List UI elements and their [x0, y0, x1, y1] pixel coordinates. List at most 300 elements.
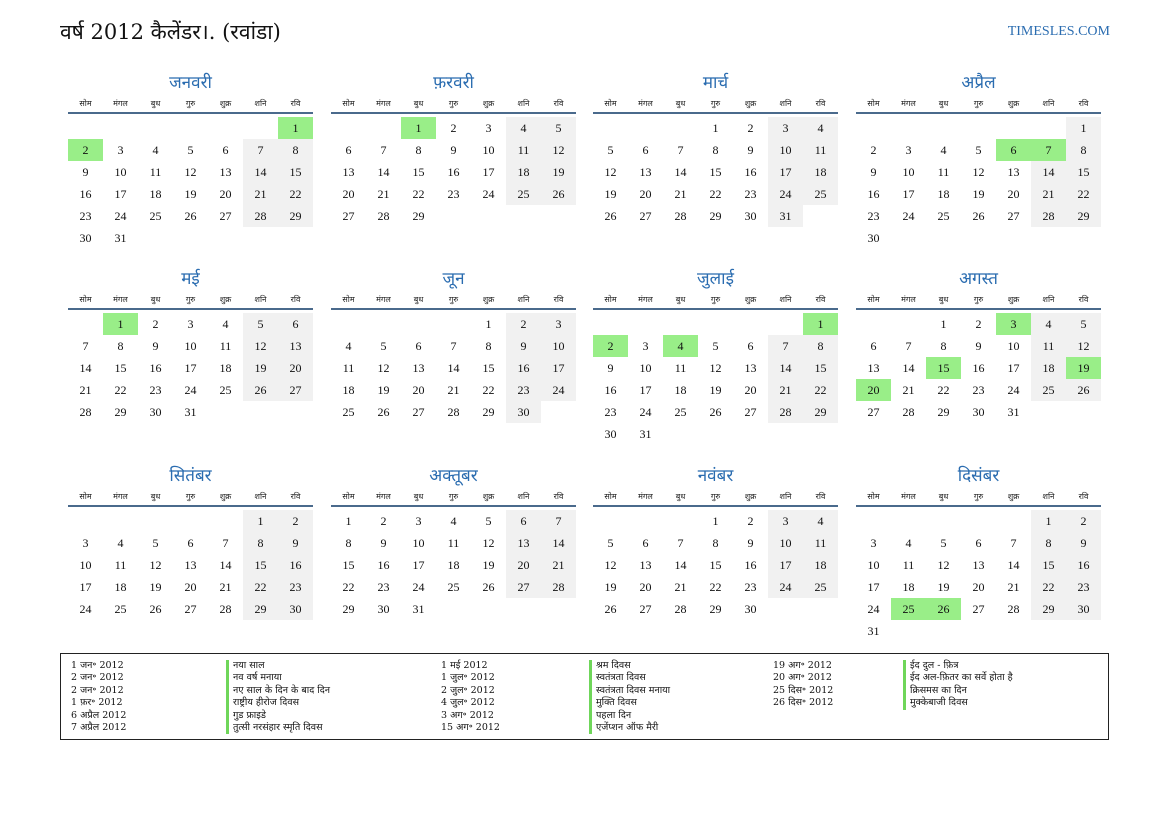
holiday-date: 2 जन॰ 2012	[71, 672, 124, 684]
weekday-label: मंगल	[376, 492, 391, 501]
day-cell: 22	[803, 379, 838, 401]
empty-cell	[856, 313, 891, 335]
holiday-date: 15 अग॰ 2012	[441, 722, 500, 733]
day-cell: 25	[114, 602, 127, 616]
day-cell: 3	[485, 121, 492, 135]
empty-cell	[173, 117, 208, 139]
day-cell: 26	[1066, 379, 1101, 401]
holiday-date: 1 जन॰ 2012	[71, 660, 124, 671]
day-cell: 21	[1031, 183, 1066, 205]
weekday-header	[331, 491, 576, 507]
weekday-label: रवि	[815, 99, 826, 108]
day-cell: 9	[450, 143, 457, 157]
day-cell: 11	[342, 361, 355, 375]
day-cell: 14	[541, 532, 576, 554]
holiday-date: 1 फ़र॰ 2012	[71, 697, 123, 709]
month-name: नवंबर	[697, 466, 734, 486]
weekday-label: मंगल	[901, 492, 916, 501]
day-cell: 20	[744, 383, 757, 397]
day-cell: 25	[937, 209, 950, 223]
empty-cell	[208, 117, 243, 139]
day-cell: 2	[975, 317, 982, 331]
weekday-label: शनि	[1042, 295, 1055, 304]
day-cell: 16	[79, 187, 92, 201]
day-cell: 22	[482, 383, 495, 397]
day-cell: 5	[380, 339, 387, 353]
month-9	[68, 465, 313, 620]
day-cell: 14	[674, 558, 687, 572]
empty-cell	[768, 313, 803, 335]
day-cell: 10	[541, 335, 576, 357]
day-cell: 20	[506, 554, 541, 576]
day-cell: 10	[482, 143, 495, 157]
day-cell: 8	[415, 143, 422, 157]
weekday-header	[593, 98, 838, 114]
month-name: सितंबर	[169, 466, 212, 486]
day-cell: 16	[867, 187, 880, 201]
day-cell: 29	[412, 209, 425, 223]
day-cell: 18	[506, 161, 541, 183]
day-cell: 18	[1031, 357, 1066, 379]
site-link[interactable]: TIMESLES.COM	[1007, 24, 1110, 39]
day-cell: 24	[639, 405, 652, 419]
day-cell: 5	[940, 536, 947, 550]
weekday-label: मंगल	[638, 99, 653, 108]
day-cell: 24	[1007, 383, 1020, 397]
day-cell: 11	[149, 165, 162, 179]
holiday-date: 1 जुल॰ 2012	[441, 672, 495, 684]
day-cell: 14	[1031, 161, 1066, 183]
day-cell: 19	[149, 580, 162, 594]
empty-cell	[628, 510, 663, 532]
day-cell: 12	[541, 139, 576, 161]
month-12	[856, 465, 1101, 642]
weekday-header	[856, 294, 1101, 310]
day-cell: 7	[450, 339, 457, 353]
weekday-label: बुध	[675, 295, 686, 304]
day-cell: 4	[117, 536, 124, 550]
day-cell: 24	[768, 576, 803, 598]
holiday-date: 19 अग॰ 2012	[773, 660, 832, 671]
day-cell: 22	[1066, 183, 1101, 205]
empty-cell	[103, 117, 138, 139]
day-cell: 23	[744, 187, 757, 201]
weekday-label: रवि	[290, 99, 301, 108]
day-cell: 19	[243, 357, 278, 379]
weekday-label: रवि	[815, 295, 826, 304]
weekday-header	[593, 294, 838, 310]
day-cell: 3	[82, 536, 89, 550]
day-cell: 2	[870, 143, 877, 157]
day-cell: 8	[803, 335, 838, 357]
day-cell: 19	[604, 580, 617, 594]
empty-cell	[366, 313, 401, 335]
weekday-label: शुक्र	[744, 99, 757, 108]
day-cell: 14	[243, 161, 278, 183]
weekday-label: गुरु	[710, 492, 721, 501]
day-cell: 5	[607, 536, 614, 550]
weekday-label: सोम	[342, 492, 355, 501]
day-cell: 28	[377, 209, 390, 223]
holiday-day-cell: 1	[103, 313, 138, 335]
day-cell: 26	[184, 209, 197, 223]
empty-cell	[243, 117, 278, 139]
day-cell: 4	[450, 514, 457, 528]
day-grid	[331, 510, 576, 620]
weekday-label: शुक्र	[219, 99, 232, 108]
day-cell: 7	[677, 536, 684, 550]
day-cell: 9	[506, 335, 541, 357]
day-cell: 28	[243, 205, 278, 227]
day-cell: 15	[803, 357, 838, 379]
day-cell: 3	[117, 143, 124, 157]
day-cell: 7	[905, 339, 912, 353]
weekday-label: रवि	[1078, 492, 1089, 501]
day-cell: 13	[342, 165, 355, 179]
day-cell: 3	[187, 317, 194, 331]
weekday-header	[68, 491, 313, 507]
empty-cell	[103, 510, 138, 532]
month-3	[593, 72, 838, 227]
day-cell: 16	[744, 558, 757, 572]
day-cell: 24	[867, 602, 880, 616]
day-cell: 20	[342, 187, 355, 201]
day-cell: 30	[604, 427, 617, 441]
empty-cell	[401, 313, 436, 335]
empty-cell	[208, 510, 243, 532]
weekday-label: बुध	[938, 295, 949, 304]
day-cell: 30	[867, 231, 880, 245]
day-cell: 17	[412, 558, 425, 572]
day-cell: 15	[709, 558, 722, 572]
day-cell: 24	[768, 183, 803, 205]
day-cell: 17	[184, 361, 197, 375]
empty-cell	[628, 117, 663, 139]
weekday-label: सोम	[867, 492, 880, 501]
day-cell: 31	[114, 231, 127, 245]
weekday-label: रवि	[1078, 99, 1089, 108]
weekday-label: शनि	[779, 295, 792, 304]
holiday-day-cell: 3	[996, 313, 1031, 335]
holiday-name: राष्ट्रीय हीरोज दिवस	[226, 697, 299, 709]
day-cell: 23	[867, 209, 880, 223]
day-cell: 1	[345, 514, 352, 528]
day-cell: 10	[79, 558, 92, 572]
month-6	[331, 268, 576, 423]
empty-cell	[663, 313, 698, 335]
day-cell: 9	[870, 165, 877, 179]
day-cell: 3	[642, 339, 649, 353]
day-cell: 25	[149, 209, 162, 223]
day-cell: 17	[768, 554, 803, 576]
weekday-label: गुरु	[185, 492, 196, 501]
day-cell: 15	[482, 361, 495, 375]
day-cell: 25	[506, 183, 541, 205]
holiday-day-cell: 2	[593, 335, 628, 357]
day-cell: 25	[803, 183, 838, 205]
day-cell: 23	[79, 209, 92, 223]
day-cell: 20	[412, 383, 425, 397]
day-cell: 1	[712, 514, 719, 528]
day-cell: 19	[604, 187, 617, 201]
empty-cell	[593, 510, 628, 532]
day-cell: 17	[639, 383, 652, 397]
empty-cell	[138, 117, 173, 139]
day-cell: 13	[184, 558, 197, 572]
day-cell: 6	[642, 536, 649, 550]
empty-cell	[1031, 117, 1066, 139]
day-cell: 18	[937, 187, 950, 201]
empty-cell	[68, 313, 103, 335]
day-cell: 18	[674, 383, 687, 397]
day-cell: 16	[278, 554, 313, 576]
day-cell: 17	[114, 187, 127, 201]
day-cell: 12	[937, 558, 950, 572]
empty-cell	[733, 313, 768, 335]
weekday-label: शुक्र	[482, 99, 495, 108]
holiday-name: मुक्केबाजी दिवस	[903, 697, 968, 709]
day-cell: 15	[1031, 554, 1066, 576]
day-cell: 18	[114, 580, 127, 594]
weekday-label: शनि	[1042, 492, 1055, 501]
holiday-name: नया साल	[226, 660, 265, 672]
holiday-day-cell: 25	[891, 598, 926, 620]
holiday-name: ईद दुल - फ़ित्र	[903, 660, 959, 672]
day-cell: 7	[677, 143, 684, 157]
weekday-label: गुरु	[973, 295, 984, 304]
day-cell: 11	[902, 558, 915, 572]
day-cell: 11	[937, 165, 950, 179]
day-cell: 31	[412, 602, 425, 616]
day-cell: 9	[380, 536, 387, 550]
month-1	[68, 72, 313, 249]
holiday-date: 3 अग॰ 2012	[441, 709, 494, 721]
weekday-label: गुरु	[185, 295, 196, 304]
day-cell: 9	[278, 532, 313, 554]
empty-cell	[628, 313, 663, 335]
day-cell: 28	[1007, 602, 1020, 616]
month-name: मार्च	[702, 73, 729, 93]
empty-cell	[996, 117, 1031, 139]
empty-cell	[331, 117, 366, 139]
empty-cell	[891, 510, 926, 532]
day-cell: 29	[1031, 598, 1066, 620]
day-cell: 21	[674, 580, 687, 594]
day-cell: 6	[222, 143, 229, 157]
month-5	[68, 268, 313, 423]
weekday-label: सोम	[342, 295, 355, 304]
day-cell: 26	[377, 405, 390, 419]
month-4	[856, 72, 1101, 249]
day-cell: 22	[243, 576, 278, 598]
day-cell: 2	[380, 514, 387, 528]
day-cell: 11	[114, 558, 127, 572]
day-cell: 25	[447, 580, 460, 594]
weekday-label: गुरु	[185, 99, 196, 108]
holiday-day-cell: 26	[926, 598, 961, 620]
day-cell: 19	[184, 187, 197, 201]
holiday-date: 20 अग॰ 2012	[773, 672, 832, 684]
day-cell: 23	[1066, 576, 1101, 598]
empty-cell	[856, 117, 891, 139]
day-cell: 13	[744, 361, 757, 375]
weekday-label: रवि	[553, 295, 564, 304]
day-cell: 8	[1066, 139, 1101, 161]
day-cell: 23	[744, 580, 757, 594]
day-cell: 28	[79, 405, 92, 419]
day-grid	[856, 117, 1101, 249]
day-cell: 9	[975, 339, 982, 353]
day-cell: 8	[243, 532, 278, 554]
weekday-label: गुरु	[448, 295, 459, 304]
day-cell: 25	[674, 405, 687, 419]
day-cell: 21	[243, 183, 278, 205]
day-cell: 14	[377, 165, 390, 179]
weekday-label: शनि	[517, 295, 530, 304]
day-cell: 14	[219, 558, 232, 572]
day-cell: 21	[447, 383, 460, 397]
day-cell: 19	[972, 187, 985, 201]
day-cell: 31	[639, 427, 652, 441]
holiday-day-cell: 7	[1031, 139, 1066, 161]
day-cell: 20	[972, 580, 985, 594]
day-cell: 24	[482, 187, 495, 201]
weekday-label: मंगल	[901, 99, 916, 108]
day-cell: 1	[940, 317, 947, 331]
holiday-date: 2 जन॰ 2012	[71, 684, 124, 696]
day-cell: 25	[1031, 379, 1066, 401]
day-cell: 4	[905, 536, 912, 550]
day-cell: 23	[377, 580, 390, 594]
weekday-label: बुध	[675, 99, 686, 108]
holiday-list	[60, 653, 1109, 740]
day-cell: 26	[243, 379, 278, 401]
day-cell: 24	[902, 209, 915, 223]
day-cell: 18	[149, 187, 162, 201]
weekday-label: बुध	[150, 99, 161, 108]
weekday-label: सोम	[867, 295, 880, 304]
day-cell: 7	[243, 139, 278, 161]
day-cell: 18	[803, 161, 838, 183]
day-cell: 11	[803, 139, 838, 161]
day-cell: 26	[604, 209, 617, 223]
day-cell: 14	[902, 361, 915, 375]
day-cell: 5	[712, 339, 719, 353]
weekday-label: शुक्र	[1007, 492, 1020, 501]
day-cell: 27	[342, 209, 355, 223]
weekday-label: शनि	[517, 99, 530, 108]
day-cell: 15	[342, 558, 355, 572]
empty-cell	[68, 117, 103, 139]
empty-cell	[698, 313, 733, 335]
month-name: अप्रैल	[961, 73, 996, 93]
day-cell: 29	[709, 209, 722, 223]
day-cell: 10	[768, 532, 803, 554]
weekday-label: सोम	[79, 295, 92, 304]
weekday-label: शुक्र	[1007, 99, 1020, 108]
weekday-header	[331, 294, 576, 310]
empty-cell	[68, 510, 103, 532]
day-cell: 22	[937, 383, 950, 397]
day-cell: 19	[541, 161, 576, 183]
day-cell: 11	[1031, 335, 1066, 357]
day-cell: 8	[345, 536, 352, 550]
holiday-day-cell: 1	[401, 117, 436, 139]
weekday-label: रवि	[290, 492, 301, 501]
weekday-label: शनि	[1042, 99, 1055, 108]
day-cell: 6	[278, 313, 313, 335]
weekday-label: गुरु	[448, 492, 459, 501]
weekday-header	[856, 98, 1101, 114]
holiday-day-cell: 15	[926, 357, 961, 379]
day-cell: 24	[412, 580, 425, 594]
weekday-label: बुध	[150, 492, 161, 501]
empty-cell	[961, 117, 996, 139]
day-cell: 8	[712, 143, 719, 157]
day-cell: 10	[867, 558, 880, 572]
day-cell: 12	[243, 335, 278, 357]
day-cell: 12	[149, 558, 162, 572]
day-cell: 20	[1007, 187, 1020, 201]
day-cell: 14	[79, 361, 92, 375]
day-grid	[68, 117, 313, 249]
day-cell: 15	[243, 554, 278, 576]
weekday-label: रवि	[553, 99, 564, 108]
day-cell: 30	[79, 231, 92, 245]
day-grid	[68, 313, 313, 423]
holiday-name: मुक्ति दिवस	[589, 697, 637, 709]
day-cell: 30	[744, 209, 757, 223]
day-cell: 5	[541, 117, 576, 139]
weekday-label: गुरु	[973, 99, 984, 108]
day-cell: 4	[803, 510, 838, 532]
holiday-name: क्रिसमस का दिन	[903, 685, 967, 697]
day-grid	[331, 117, 576, 227]
day-cell: 18	[803, 554, 838, 576]
weekday-label: सोम	[604, 99, 617, 108]
day-cell: 8	[940, 339, 947, 353]
day-cell: 23	[447, 187, 460, 201]
day-cell: 29	[278, 205, 313, 227]
day-cell: 11	[219, 339, 232, 353]
day-cell: 8	[117, 339, 124, 353]
day-cell: 17	[79, 580, 92, 594]
day-cell: 21	[79, 383, 92, 397]
day-cell: 12	[972, 165, 985, 179]
weekday-label: शुक्र	[482, 295, 495, 304]
day-cell: 12	[377, 361, 390, 375]
day-cell: 3	[768, 117, 803, 139]
weekday-label: शनि	[254, 99, 267, 108]
holiday-day-cell: 1	[278, 117, 313, 139]
day-cell: 30	[278, 598, 313, 620]
weekday-label: मंगल	[638, 492, 653, 501]
day-cell: 3	[415, 514, 422, 528]
weekday-label: गुरु	[710, 99, 721, 108]
day-cell: 3	[905, 143, 912, 157]
day-cell: 10	[639, 361, 652, 375]
day-cell: 30	[377, 602, 390, 616]
day-cell: 27	[219, 209, 232, 223]
month-10	[331, 465, 576, 620]
page-title: वर्ष 2012 कैलेंडर।. (रवांडा)	[60, 20, 281, 44]
day-cell: 2	[152, 317, 159, 331]
holiday-name: श्रम दिवस	[589, 660, 631, 672]
day-cell: 21	[219, 580, 232, 594]
empty-cell	[891, 117, 926, 139]
holiday-name: स्वतंत्रता दिवस	[589, 672, 646, 684]
day-cell: 12	[1066, 335, 1101, 357]
